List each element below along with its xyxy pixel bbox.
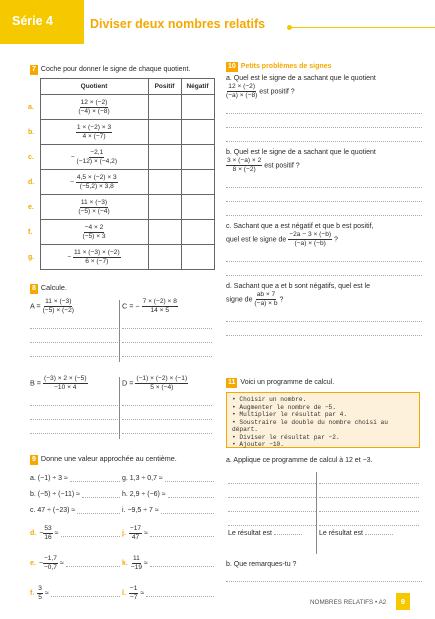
fraction: $\frac{-2,1}{(-12) \times (-4,2)}$ [76,148,118,165]
calc-label: A = [30,301,41,311]
negatif-checkbox[interactable] [181,245,214,270]
program-step: • Multiplier le résultat par 4. [232,411,348,418]
quotient-cell: − $\frac{-2,1}{(-12) \times (-4,2)}$ [40,145,148,170]
approx-item: f. $\frac{3}{5}$ ≈ [30,578,120,608]
calc-B [30,375,120,434]
col-quotient: Quotient [40,79,148,95]
fraction: $\frac{11 \times (-3)}{(-5) \times (-2)}$ [42,298,74,314]
answer-line[interactable] [122,343,212,357]
answer-line[interactable] [122,420,212,434]
exercise-number: 7 [32,66,36,73]
approx-right [122,470,214,608]
calc-A [30,298,120,357]
row-label: g. [28,253,35,261]
answer-line[interactable] [66,559,120,567]
calc-label: D = [122,378,134,388]
footer-text: NOMBRES RELATIFS • A2 [310,599,387,606]
program-step: • Augmenter le nombre de −5. [232,403,336,411]
question-a: a. Applique ce programme de calcul à 12 et −3. [226,457,373,464]
exercise-prompt: Calcule. [40,283,67,292]
negatif-checkbox[interactable] [181,195,214,220]
exercise-7 [30,65,210,75]
fraction: $\frac{-1}{-7}$ [129,584,138,601]
exercise-prompt: Donne une valeur approchée au centième. [40,454,177,463]
approx-item: c. 47 ÷ (−23) ≈ [30,502,120,518]
exercise-number: 8 [32,285,36,292]
fraction: $\frac{-4 \times 2}{(-5) \times 3}$ [82,223,106,240]
answer-line[interactable] [146,589,214,597]
table-row [28,245,214,270]
positif-checkbox[interactable] [148,195,181,220]
approx-item: g. 1,3 ÷ 0,7 ≈ [122,470,214,486]
answer-line[interactable] [82,490,120,498]
program-step: départ. [232,426,258,433]
fraction: $\frac{-17}{47}$ [129,524,142,541]
answer-line[interactable] [51,589,120,597]
serie-badge: Série 4 [0,0,84,44]
divider [316,472,317,554]
exercise-10: 10 Petits problèmes de signes a. Quel est le signe de a sachant que le quotient $\frac{12 \times (-2)}{(-a) \times (-8)}$ est positif ? b. Quel est le signe de a sachant que le quotient $\frac{3 \times (-a) \times 2}{8 \times (-2)}$ est positif ? c. Sachant que a est négatif et que b est positif, quel est le signe de $\frac{-2a - 3 \times (-b)}{(-a) \times (-b)}$ ? d. Sachant que a et b sont négatifs, quel est le signe de $\frac{ab \times 7}{(-a) \times b}$ ? [226,62,422,336]
fraction: $\frac{1 \times (-2) \times 3}{4 \times (-7)}$ [76,123,112,140]
work-left [228,470,316,537]
positif-checkbox[interactable] [148,170,181,195]
work-right [319,470,419,537]
answer-line[interactable] [165,474,214,482]
approx-item: i. −9,5 ÷ 7 ≈ [122,502,214,518]
answer-line[interactable] [150,559,214,567]
exercise-prompt: Coche pour donner le signe de chaque quotient. [40,66,191,73]
answer-line[interactable] [122,406,212,420]
exercise-number: 11 [228,379,236,386]
answer-line[interactable] [226,248,422,262]
answer-line[interactable] [30,392,120,406]
program-step: • Choisir un nombre. [232,396,307,403]
fraction: $\frac{11 \times (-3) \times (-2)}{6 \times (-7)}$ [73,248,120,265]
answer-line[interactable] [226,114,422,128]
ex11-body [226,457,422,464]
col-positif: Positif [148,79,181,95]
answer-line[interactable] [122,392,212,406]
page-title: Diviser deux nombres relatifs [90,17,266,31]
approx-item: b. (−5) ÷ (−11) ≈ [30,486,120,502]
question-b: b. Quel est le signe de a sachant que le quotient [226,149,376,156]
page-number: 9 [396,593,410,610]
positif-checkbox[interactable] [148,145,181,170]
header [0,0,435,44]
answer-line[interactable] [61,529,120,537]
calc-D [122,375,212,434]
fraction: $\frac{-1,7}{-0,7}$ [43,554,57,571]
approx-item: e. − $\frac{-1,7}{-0,7}$ ≈ [30,548,120,578]
answer-line[interactable] [226,308,422,322]
row-label: c. [28,153,34,161]
answer-line[interactable] [122,315,212,329]
answer-line[interactable] [226,202,422,216]
program-step: • Ajouter −10. [232,441,284,448]
exercise-11 [226,378,334,388]
answer-line[interactable] [122,329,212,343]
answer-line[interactable] [226,322,422,336]
result-label: Le résultat est [228,530,272,537]
fraction: $\frac{4,5 \times (-2) \times 3}{(-5,2) \times 3,8}$ [76,173,117,190]
fraction: $\frac{11}{-19}$ [130,554,143,571]
positif-checkbox[interactable] [148,220,181,245]
exercise-prompt: Voici un programme de calcul. [240,379,335,386]
calc-label: C = [122,301,134,311]
approx-left [30,470,120,608]
answer-line[interactable] [226,100,422,114]
program-step: • Diviser le résultat par −2. [232,433,340,441]
answer-line[interactable] [30,406,120,420]
exercise-8 [30,283,67,294]
approx-item: h. 2,9 ÷ (−6) ≈ [122,486,214,502]
negatif-checkbox[interactable] [181,170,214,195]
row-label: d. [28,178,35,186]
question-b: b. Que remarques-tu ? [226,561,297,568]
calc-C: C = − $\frac{7 \times (-2) \times 8}{14 \times 5}$ [122,298,212,357]
exercise-title: Petits problèmes de signes [240,63,332,70]
header-rule [290,27,435,28]
calc-label: B = [30,378,41,388]
answer-line[interactable] [30,315,120,329]
quotient-cell: − $\frac{4,5 \times (-2) \times 3}{(-5,2) \times 3,8}$ [40,170,148,195]
answer-line[interactable] [226,128,422,142]
answer-line[interactable] [70,474,120,482]
exercise-number: 10 [228,63,236,70]
positif-checkbox[interactable] [148,95,181,120]
divider [119,300,120,362]
fraction: $\frac{(-3) \times 2 \times (-5)}{-10 \times 4}$ [44,375,87,391]
table-row [28,170,214,195]
approx-item: d. − $\frac{53}{16}$ ≈ [30,518,120,548]
program-step: • Soustraire le double du nombre choisi au [232,418,388,426]
program-box [226,392,420,448]
ex11-b [226,561,422,582]
col-negatif: Négatif [181,79,214,95]
answer-line[interactable] [226,174,422,188]
answer-line[interactable] [226,262,422,276]
answer-line[interactable] [150,529,214,537]
approx-item: l. $\frac{-1}{-7}$ ≈ [122,578,214,608]
result-label: Le résultat est [319,530,363,537]
approx-item: k. $\frac{11}{-19}$ ≈ [122,548,214,578]
answer-line[interactable] [30,420,120,434]
table-row [28,95,214,120]
row-label: a. [28,103,34,111]
negatif-checkbox[interactable] [181,145,214,170]
table-row [28,120,214,145]
exercise-number: 9 [32,456,36,463]
negatif-checkbox[interactable] [181,95,214,120]
negatif-checkbox[interactable] [181,120,214,145]
quotient-cell [40,95,148,120]
answer-line[interactable] [161,506,214,514]
fraction: $\frac{3}{5}$ [38,584,42,601]
row-label: e. [28,203,34,211]
question-d: d. Sachant que a et b sont négatifs, quel est le [226,283,370,290]
fraction: $\frac{(-1) \times (-2) \times (-1)}{5 \times (-4)}$ [136,375,188,391]
fraction: $\frac{11 \times (-3)}{(-5) \times (-4)}$ [78,198,110,215]
quotient-cell: − $\frac{11 \times (-3) \times (-2)}{6 \times (-7)}$ [40,245,148,270]
question-a: a. Quel est le signe de a sachant que le quotient [226,75,376,82]
approx-item: a. (−1) ÷ 3 ≈ [30,470,120,486]
fraction: $\frac{53}{16}$ [44,524,52,541]
fraction: $\frac{7 \times (-2) \times 8}{14 \times 5}$ [142,298,177,314]
answer-line[interactable] [30,343,120,357]
answer-line[interactable] [30,329,120,343]
quotient-cell [40,120,148,145]
question-c: c. Sachant que a est négatif et que b est positif, [226,223,374,230]
answer-line[interactable] [77,506,120,514]
sign-table [28,78,215,270]
quotient-cell [40,220,148,245]
positif-checkbox[interactable] [148,245,181,270]
table-row [28,220,214,245]
positif-checkbox[interactable] [148,120,181,145]
approx-item: j. $\frac{-17}{47}$ ≈ [122,518,214,548]
quotient-cell [40,195,148,220]
fraction: $\frac{12 \times (-2)}{(-4) \times (-8)}$ [78,98,110,115]
sign-table-wrap [28,78,215,270]
table-row [28,195,214,220]
exercise-9 [30,454,177,465]
table-row [28,145,214,170]
answer-line[interactable] [168,490,214,498]
answer-line[interactable] [226,188,422,202]
row-label: b. [28,128,35,136]
negatif-checkbox[interactable] [181,220,214,245]
divider [119,377,120,439]
row-label: f. [28,228,33,236]
